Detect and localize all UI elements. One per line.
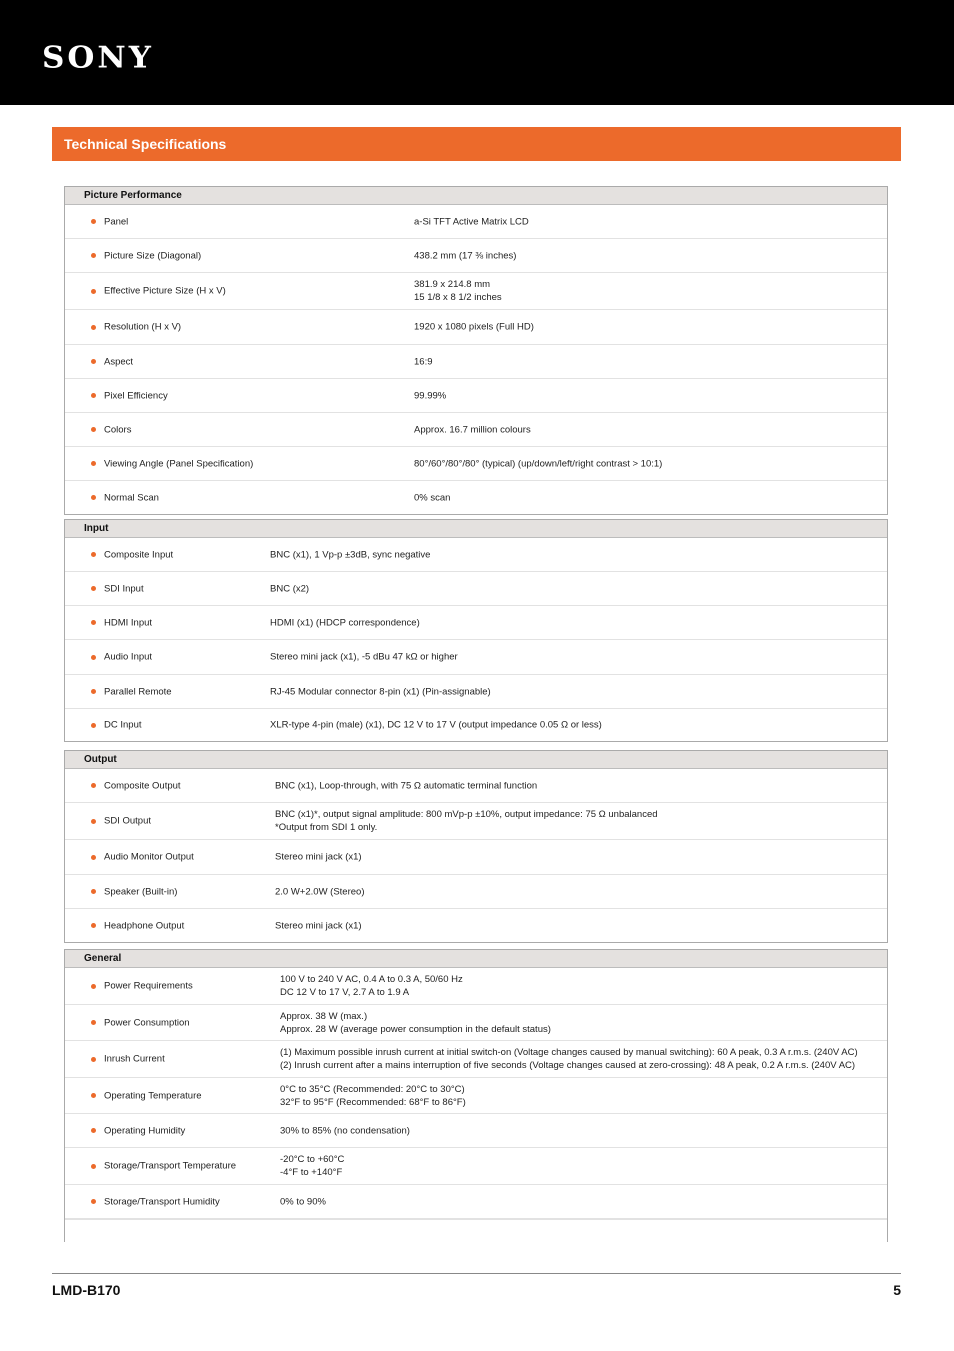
spec-row xyxy=(65,481,887,514)
section-heading: General xyxy=(65,950,887,968)
spec-label: Pixel Efficiency xyxy=(104,390,168,401)
spec-value-line: Stereo mini jack (x1) xyxy=(275,851,362,863)
bullet-icon xyxy=(91,889,96,894)
bullet-icon xyxy=(91,1164,96,1169)
spec-row xyxy=(65,1078,887,1114)
spec-row xyxy=(65,379,887,413)
spec-value xyxy=(414,457,662,470)
page-number: 5 xyxy=(893,1282,901,1298)
spec-value-line: (1) Maximum possible inrush current at initial switch-on (Voltage changes caused by manual switching): 60 A peak, 0.3 A r.m.s. (240V AC) xyxy=(280,1047,858,1058)
spec-value-line: 32°F to 95°F (Recommended: 68°F to 86°F) xyxy=(280,1096,466,1108)
spec-value-line: 0% scan xyxy=(414,492,451,503)
spec-label: Colors xyxy=(104,424,132,435)
spec-value-line: Approx. 16.7 million colours xyxy=(414,424,531,435)
spec-label: Viewing Angle (Panel Specification) xyxy=(104,458,254,469)
spec-value-line: 30% to 85% (no condensation) xyxy=(280,1125,410,1136)
spec-value xyxy=(275,808,658,834)
spec-value-line: 438.2 mm (17 ⅜ inches) xyxy=(414,250,517,261)
spec-label: Headphone Output xyxy=(104,920,185,931)
bullet-icon xyxy=(91,253,96,258)
spec-value-line: 1920 x 1080 pixels (Full HD) xyxy=(414,321,534,333)
spec-label: Composite Input xyxy=(104,549,174,560)
spec-value-line: 16:9 xyxy=(414,356,433,367)
spec-row xyxy=(65,909,887,942)
footer-model-name: LMD-B170 xyxy=(52,1282,121,1298)
spec-label: Audio Monitor Output xyxy=(104,851,194,863)
spec-value xyxy=(270,616,420,629)
bullet-icon xyxy=(91,620,96,625)
spec-value xyxy=(414,355,433,368)
spec-label: Speaker (Built-in) xyxy=(104,886,178,897)
spec-label: Storage/Transport Temperature xyxy=(104,1160,237,1172)
bullet-icon xyxy=(91,1199,96,1204)
spec-row xyxy=(65,239,887,273)
spec-value xyxy=(414,215,529,228)
page-title: Technical Specifications xyxy=(64,136,227,152)
header-bar xyxy=(0,0,954,105)
section-heading: Picture Performance xyxy=(65,187,887,205)
spec-row xyxy=(65,968,887,1005)
bullet-icon xyxy=(91,1057,96,1062)
bullet-icon xyxy=(91,586,96,591)
spec-value-line: 0% to 90% xyxy=(280,1196,326,1207)
spec-value xyxy=(275,919,362,932)
spec-value xyxy=(280,1153,344,1179)
spec-value-line: a-Si TFT Active Matrix LCD xyxy=(414,216,529,227)
spec-value-line: Approx. 38 W (max.) xyxy=(280,1010,368,1022)
spec-label: Audio Input xyxy=(104,651,153,663)
spec-value xyxy=(275,779,537,792)
spec-row xyxy=(65,413,887,447)
spec-value xyxy=(414,278,502,304)
spec-row xyxy=(65,310,887,345)
section-heading: Input xyxy=(65,520,887,538)
spec-value-line: Stereo mini jack (x1), -5 dBu 47 kΩ or higher xyxy=(270,651,458,663)
spec-label: Operating Temperature xyxy=(104,1090,202,1101)
spec-value xyxy=(275,851,362,864)
spec-row xyxy=(65,538,887,572)
section-banner xyxy=(52,127,901,161)
spec-value-line: BNC (x2) xyxy=(270,583,310,594)
spec-value-line: -4°F to +140°F xyxy=(280,1167,343,1178)
spec-row xyxy=(65,709,887,741)
spec-value-line: 2.0 W+2.0W (Stereo) xyxy=(275,886,365,897)
spec-value xyxy=(280,1083,466,1109)
spec-label: Inrush Current xyxy=(104,1053,165,1065)
bullet-icon xyxy=(91,427,96,432)
spec-value xyxy=(414,491,450,504)
spec-value-line: 381.9 x 214.8 mm xyxy=(414,279,491,290)
bullet-icon xyxy=(91,461,96,466)
bullet-icon xyxy=(91,1020,96,1025)
spec-value xyxy=(270,548,430,561)
spec-value xyxy=(414,249,516,262)
spec-label: Power Requirements xyxy=(104,980,193,992)
bullet-icon xyxy=(91,552,96,557)
spec-row xyxy=(65,572,887,606)
spec-label: Effective Picture Size (H x V) xyxy=(104,285,226,297)
spec-value xyxy=(280,1046,858,1072)
spec-row xyxy=(65,447,887,481)
output-section xyxy=(64,750,888,943)
spec-label: Resolution (H x V) xyxy=(104,321,182,333)
spec-value-line: 0°C to 35°C (Recommended: 20°C to 30°C) xyxy=(280,1083,465,1095)
section-heading: Output xyxy=(65,751,887,769)
spec-value xyxy=(280,973,463,999)
spec-row xyxy=(65,1114,887,1148)
spec-label: Power Consumption xyxy=(104,1017,190,1028)
spec-label: Aspect xyxy=(104,356,134,367)
spec-value xyxy=(414,321,534,334)
bullet-icon xyxy=(91,289,96,294)
spec-value-line: RJ-45 Modular connector 8-pin (x1) (Pin-assignable) xyxy=(270,686,491,697)
bullet-icon xyxy=(91,219,96,224)
bullet-icon xyxy=(91,393,96,398)
spec-label: DC Input xyxy=(104,719,142,731)
spec-row xyxy=(65,675,887,709)
bullet-icon xyxy=(91,655,96,660)
spec-value-line: 100 V to 240 V AC, 0.4 A to 0.3 A, 50/60 Hz xyxy=(280,974,463,985)
spec-label: SDI Output xyxy=(104,815,151,827)
bullet-icon xyxy=(91,495,96,500)
spec-value-line: XLR-type 4-pin (male) (x1), DC 12 V to 17 V (output impedance 0.05 Ω or less) xyxy=(270,719,602,731)
spec-row xyxy=(65,606,887,640)
bullet-icon xyxy=(91,1093,96,1098)
spec-label: SDI Input xyxy=(104,583,144,594)
spec-label: Normal Scan xyxy=(104,492,159,503)
bullet-icon xyxy=(91,819,96,824)
spec-label: Panel xyxy=(104,216,129,227)
spec-value xyxy=(414,423,531,436)
footer-divider xyxy=(52,1273,901,1274)
spec-value xyxy=(414,389,446,402)
spec-value-line: DC 12 V to 17 V, 2.7 A to 1.9 A xyxy=(280,987,410,998)
spec-value-line: 15 1/8 x 8 1/2 inches xyxy=(414,292,502,303)
spec-value-line: -20°C to +60°C xyxy=(280,1154,345,1165)
spec-value xyxy=(280,1195,326,1208)
spec-row xyxy=(65,875,887,909)
bullet-icon xyxy=(91,923,96,928)
bullet-icon xyxy=(91,1128,96,1133)
bullet-icon xyxy=(91,855,96,860)
spec-row xyxy=(65,640,887,675)
spec-row xyxy=(65,1148,887,1185)
spec-row xyxy=(65,803,887,840)
spec-value-line: BNC (x1), Loop-through, with 75 Ω automatic terminal function xyxy=(275,780,538,791)
bullet-icon xyxy=(91,723,96,728)
spec-value xyxy=(280,1010,551,1036)
bullet-icon xyxy=(91,984,96,989)
spec-value-line: Stereo mini jack (x1) xyxy=(275,920,362,931)
spec-row xyxy=(65,273,887,310)
spec-row xyxy=(65,205,887,239)
spec-row xyxy=(65,1005,887,1041)
spec-value xyxy=(270,582,309,595)
spec-row xyxy=(65,345,887,379)
spec-value-line: (2) Inrush current after a mains interruption of five seconds (Voltage changes caused at zero-crossing): 48 A peak, 0.2 A r.m.s. (240V AC) xyxy=(280,1060,856,1071)
spec-value xyxy=(270,651,458,664)
spec-label: Composite Output xyxy=(104,780,181,791)
empty-row xyxy=(65,1219,887,1242)
spec-label: Operating Humidity xyxy=(104,1125,186,1136)
sony-logo: SONY xyxy=(42,40,154,76)
spec-label: Parallel Remote xyxy=(104,686,172,697)
bullet-icon xyxy=(91,689,96,694)
spec-value xyxy=(275,885,365,898)
spec-row xyxy=(65,840,887,875)
spec-value-line: BNC (x1), 1 Vp-p ±3dB, sync negative xyxy=(270,549,431,560)
spec-row xyxy=(65,769,887,803)
spec-label: Picture Size (Diagonal) xyxy=(104,250,202,261)
spec-value-line: HDMI (x1) (HDCP correspondence) xyxy=(270,617,420,628)
spec-value-line: BNC (x1)*, output signal amplitude: 800 mVp-p ±10%, output impedance: 75 Ω unbalanced xyxy=(275,809,658,820)
input-section xyxy=(64,519,888,742)
bullet-icon xyxy=(91,359,96,364)
picture-performance-section xyxy=(64,186,888,515)
spec-label: HDMI Input xyxy=(104,617,153,628)
spec-label: Storage/Transport Humidity xyxy=(104,1196,220,1207)
spec-row xyxy=(65,1041,887,1078)
bullet-icon xyxy=(91,325,96,330)
spec-row xyxy=(65,1185,887,1219)
spec-value xyxy=(280,1124,410,1137)
spec-value-line: 80°/60°/80°/80° (typical) (up/down/left/right contrast > 10:1) xyxy=(414,458,663,469)
spec-value-line: Approx. 28 W (average power consumption in the default status) xyxy=(280,1023,551,1035)
spec-value xyxy=(270,719,602,732)
bullet-icon xyxy=(91,783,96,788)
spec-value xyxy=(270,685,491,698)
spec-value-line: 99.99% xyxy=(414,390,447,401)
general-section xyxy=(64,949,888,1242)
spec-value-line: *Output from SDI 1 only. xyxy=(275,822,378,833)
